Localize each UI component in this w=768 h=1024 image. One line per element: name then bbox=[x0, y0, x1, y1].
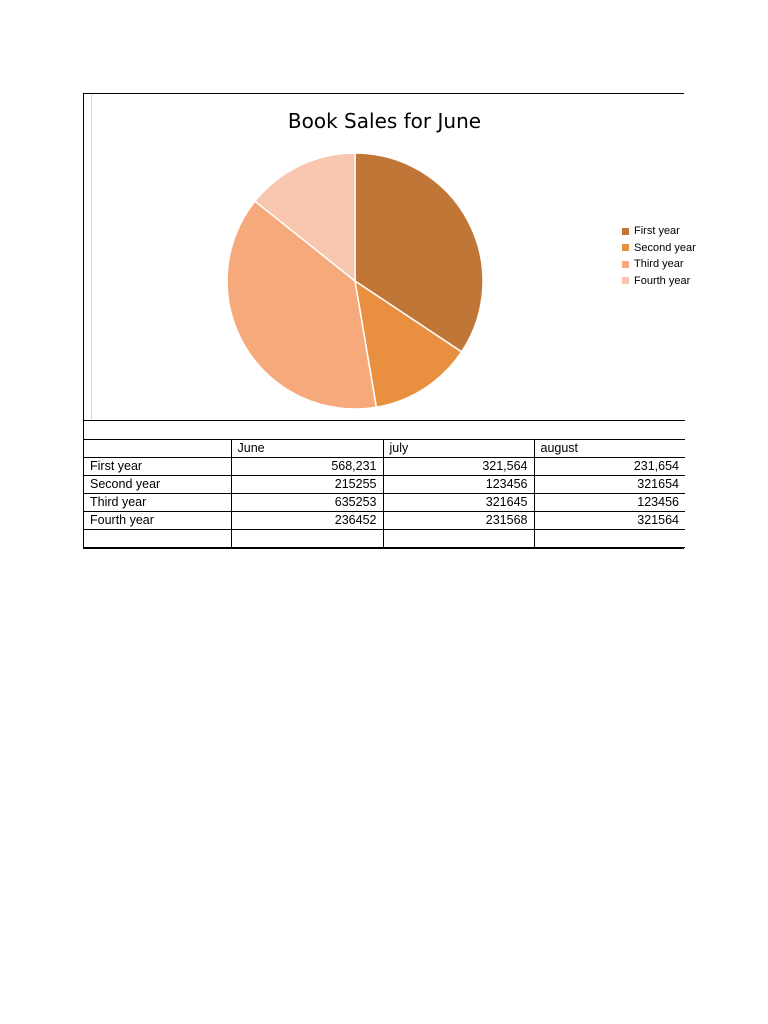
table-row bbox=[84, 493, 685, 511]
table-row bbox=[84, 457, 685, 475]
legend-label: First year bbox=[634, 225, 680, 238]
chart-legend bbox=[622, 223, 696, 289]
table-cell[interactable]: 231568 bbox=[383, 511, 534, 529]
pie-chart[interactable] bbox=[84, 94, 685, 421]
table-cell[interactable] bbox=[84, 529, 231, 547]
legend-label: Fourth year bbox=[634, 274, 691, 287]
table-cell[interactable]: 123456 bbox=[534, 493, 685, 511]
table-cell[interactable] bbox=[383, 529, 534, 547]
table-row bbox=[84, 511, 685, 529]
table-row bbox=[84, 475, 685, 493]
table-header-cell[interactable]: august bbox=[534, 439, 685, 457]
table-cell[interactable]: 321654 bbox=[534, 475, 685, 493]
table-row-label[interactable]: Second year bbox=[84, 475, 231, 493]
table-cell[interactable]: 231,654 bbox=[534, 457, 685, 475]
legend-swatch bbox=[622, 228, 629, 235]
table-cell[interactable] bbox=[84, 421, 685, 439]
table-cell[interactable] bbox=[534, 529, 685, 547]
table-cell[interactable]: 236452 bbox=[231, 511, 383, 529]
table-header-cell[interactable]: June bbox=[231, 439, 383, 457]
table-cell[interactable]: 321,564 bbox=[383, 457, 534, 475]
table-cell[interactable]: 321645 bbox=[383, 493, 534, 511]
legend-label: Third year bbox=[634, 258, 684, 271]
table-cell[interactable]: 123456 bbox=[383, 475, 534, 493]
chart-area[interactable] bbox=[84, 94, 696, 421]
table-row-label[interactable]: Third year bbox=[84, 493, 231, 511]
table-cell[interactable]: 215255 bbox=[231, 475, 383, 493]
table-header-row bbox=[84, 439, 685, 457]
table-row-empty bbox=[84, 529, 685, 547]
legend-item-first-year bbox=[622, 223, 696, 240]
spreadsheet-region bbox=[83, 93, 696, 549]
table-cell[interactable]: 321564 bbox=[534, 511, 685, 529]
legend-item-third-year bbox=[622, 256, 696, 273]
table-row-label[interactable]: First year bbox=[84, 457, 231, 475]
table-cell[interactable]: 568,231 bbox=[231, 457, 383, 475]
legend-item-fourth-year bbox=[622, 273, 696, 290]
legend-swatch bbox=[622, 261, 629, 268]
table-header-cell[interactable]: july bbox=[383, 439, 534, 457]
sales-table bbox=[84, 421, 685, 548]
legend-item-second-year bbox=[622, 240, 696, 257]
table-row-blank bbox=[84, 421, 685, 439]
table-cell[interactable]: 635253 bbox=[231, 493, 383, 511]
table-cell[interactable] bbox=[231, 529, 383, 547]
table-header-cell[interactable] bbox=[84, 439, 231, 457]
legend-label: Second year bbox=[634, 241, 696, 254]
table-row-label[interactable]: Fourth year bbox=[84, 511, 231, 529]
legend-swatch bbox=[622, 277, 629, 284]
legend-swatch bbox=[622, 244, 629, 251]
chart-title: Book Sales for June bbox=[287, 109, 482, 133]
